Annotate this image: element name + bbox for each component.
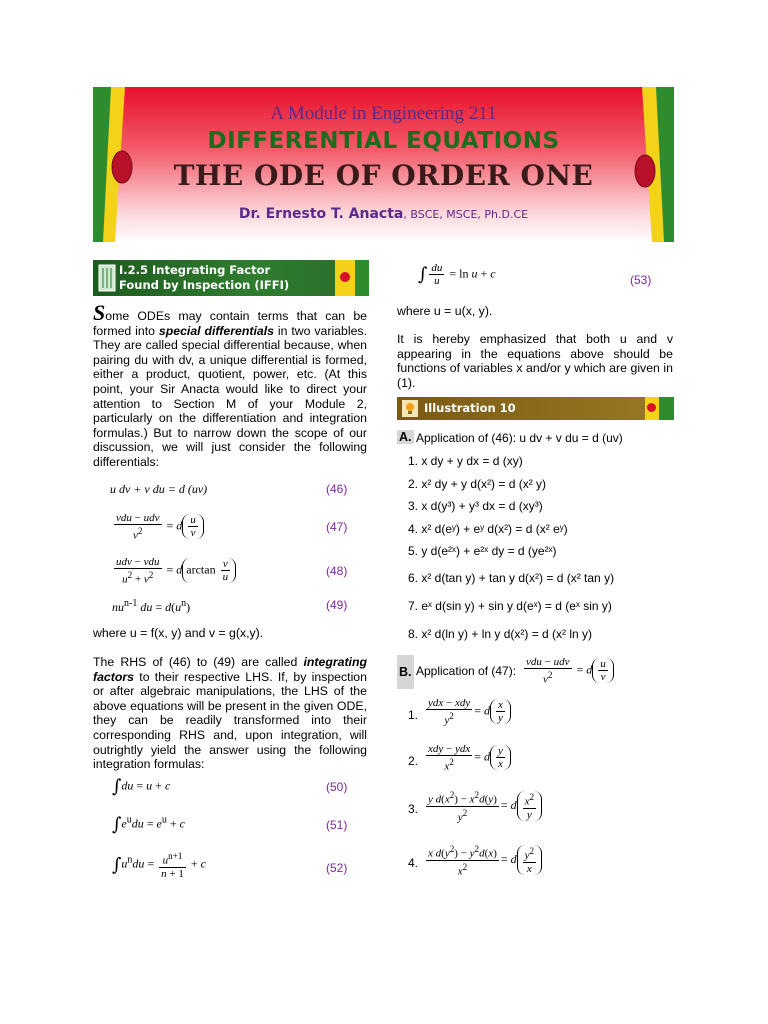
b-item-2: $\frac{\text{xdy − ydx}}{x^2}$ = d $\frac{y}{x}$ bbox=[424, 743, 511, 773]
section-title-line1: I.2.5 Integrating Factor bbox=[119, 263, 271, 277]
intro-text-start: ome ODEs may contain terms that can be formed into bbox=[93, 309, 367, 338]
b-item-3: $\frac{y d(x^2) - x^2d(y)}{y^2}$ = d $\frac{x^2}{y}$ bbox=[424, 789, 542, 823]
intro-paragraph bbox=[93, 300, 367, 470]
b-item-3-number: 3. bbox=[408, 802, 419, 816]
illustration-title: Illustration 10 bbox=[424, 401, 516, 415]
emphasis-paragraph: It is hereby emphasized that both u and v appearing in the equations above should be functions of variables x and/or y which are given in (1). bbox=[397, 332, 673, 390]
author-name: Dr. Ernesto T. Anacta bbox=[238, 206, 404, 222]
illustration-bar-end bbox=[659, 397, 674, 420]
a-item-4: 4. x² d(eʸ) + eʸ d(x²) = d (x² eʸ) bbox=[408, 522, 568, 536]
a-item-5: 5. y d(e²ˣ) + e²ˣ dy = d (ye²ˣ) bbox=[408, 544, 557, 558]
intro-text-rest: in two variables. They are called special differential because, when pairing du with dv, a unique differential is formed, either a product, quotient, power, etc. (At this point, your Sir Anacta would like to direct your attention to Section M of your Module 2, particularly on the differentiation and integration formulas.) But to narrow down the scope of our discussion, we will just consider the following differentials: bbox=[93, 323, 367, 469]
equation-52: $\int u^ndu$ = $\frac{u^{n+1}}{n + 1}$ + c bbox=[112, 851, 206, 880]
label-B: B. bbox=[397, 655, 414, 689]
module-line: A Module in Engineering 211 bbox=[270, 103, 497, 124]
a-item-8: 8. x² d(ln y) + ln y d(x²) = d (x² ln y) bbox=[408, 627, 593, 641]
a-item-2: 2. x² dy + y d(x²) = d (x² y) bbox=[408, 477, 547, 491]
equation-48: $\frac{\text{udv − vdu}}{u^2 + v^2}$ = d arctan $\frac{v}{u}$ bbox=[112, 556, 236, 586]
section-bar-end bbox=[355, 260, 369, 296]
author-credentials: , BSCE, MSCE, Ph.D.CE bbox=[403, 208, 529, 221]
eq-number-48: (48) bbox=[326, 564, 348, 578]
illustration-header bbox=[397, 397, 674, 420]
page-title: THE ODE OF ORDER ONE bbox=[173, 159, 594, 192]
application-46-text: Application of (46): u dv + v du = d (uv) bbox=[416, 431, 623, 445]
eq-number-53: (53) bbox=[630, 273, 652, 287]
equation-49: $nu^{n-1}$ du = $d(u^n)$ bbox=[112, 598, 191, 614]
author-line bbox=[93, 205, 674, 222]
eq-number-47: (47) bbox=[326, 520, 348, 534]
section-title-line2: Found by Inspection (IFFI) bbox=[119, 278, 290, 292]
red-dot-icon bbox=[647, 403, 656, 412]
drop-cap: S bbox=[93, 300, 106, 325]
intro-emphasis: special differentials bbox=[158, 323, 274, 338]
equation-50: ∫du = u + c bbox=[112, 776, 171, 797]
rhs-paragraph: The RHS of (46) to (49) are called integrating factors to their respective LHS. If, by inspection or after algebraic manipulations, the LHS of the above equations will be present in the given ODE, they can be readily transformed into their corresponding RHS and, upon integration, will outrightly yield the answer using the following integration formulas: bbox=[93, 655, 367, 772]
equation-53: ∫ $\frac{du}{u}$ = ln u + c bbox=[418, 262, 496, 287]
eq-number-46: (46) bbox=[326, 482, 348, 496]
a-item-3: 3. x d(y³) + y³ dx = d (xy³) bbox=[408, 499, 543, 513]
application-47-formula: $\frac{\text{vdu − udv}}{v^2}$ = d $\frac{u}{v}$ bbox=[522, 656, 614, 686]
header-banner bbox=[93, 87, 674, 242]
equation-51: $\int e^udu = e^u + c$ bbox=[112, 814, 185, 835]
where-uv: where u = f(x, y) and v = g(x,y). bbox=[93, 626, 264, 640]
section-header bbox=[93, 260, 369, 296]
equation-47: $\frac{\text{vdu − udv}}{v^2}$ = d $\frac{u}{v}$ bbox=[112, 512, 204, 542]
where-u: where u = u(x, y). bbox=[397, 304, 493, 318]
integrating-factors-emphasis: integrating factors bbox=[93, 655, 367, 684]
eq-number-49: (49) bbox=[326, 598, 348, 612]
b-item-4: $\frac{x d(y^2) - y^2d(x)}{x^2}$ = d $\frac{y^2}{x}$ bbox=[424, 843, 542, 877]
application-47-text: Application of (47): bbox=[416, 664, 517, 678]
a-item-1: 1. x dy + y dx = d (xy) bbox=[408, 454, 523, 468]
label-A: A. bbox=[399, 430, 412, 444]
a-item-6: 6. x² d(tan y) + tan y d(x²) = d (x² tan y) bbox=[408, 571, 615, 585]
b-item-1: $\frac{\text{ydx − xdy}}{y^2}$ = d $\frac{x}{y}$ bbox=[424, 697, 511, 727]
b-item-1-number: 1. bbox=[408, 708, 419, 722]
red-dot-icon bbox=[340, 272, 350, 282]
b-item-2-number: 2. bbox=[408, 754, 419, 768]
eq-number-50: (50) bbox=[326, 780, 348, 794]
subject-title: DIFFERENTIAL EQUATIONS bbox=[207, 128, 560, 154]
book-icon bbox=[98, 264, 116, 292]
equation-46: u dv + v du = d (uv) bbox=[110, 482, 208, 496]
lightbulb-icon bbox=[402, 400, 418, 417]
b-item-4-number: 4. bbox=[408, 856, 419, 870]
a-item-7: 7. eˣ d(sin y) + sin y d(eˣ) = d (eˣ sin y) bbox=[408, 599, 612, 613]
eq-number-51: (51) bbox=[326, 818, 348, 832]
eq-number-52: (52) bbox=[326, 861, 348, 875]
